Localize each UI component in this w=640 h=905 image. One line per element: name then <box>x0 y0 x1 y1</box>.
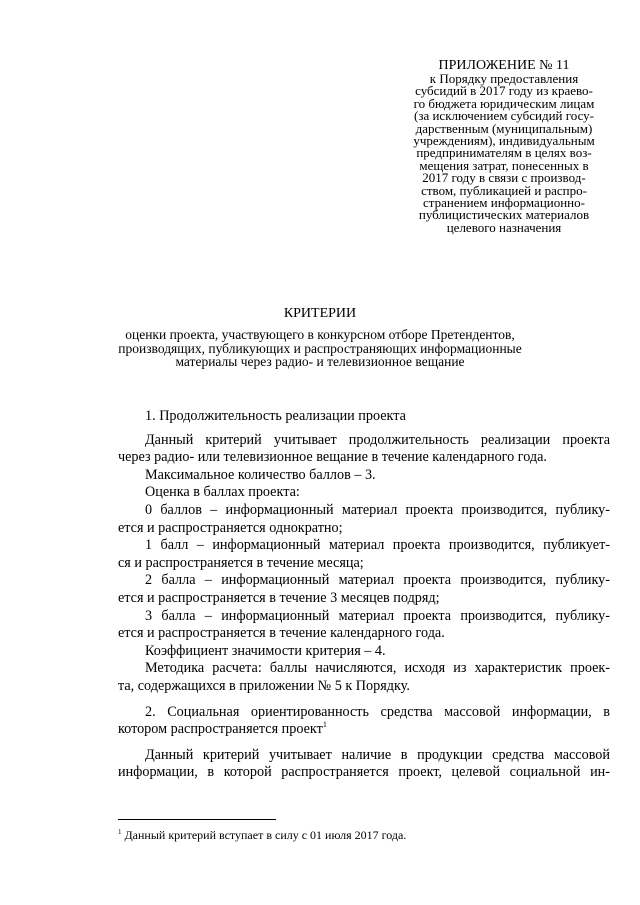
footnote-mark: 1 <box>118 828 122 836</box>
score-0-line: 0 баллов – информационный материал проекта производится, публику- <box>145 501 610 518</box>
annex-line: мещения затрат, понесенных в <box>419 157 589 173</box>
criterion-1-heading: 1. Продолжительность реализации проекта <box>145 408 406 424</box>
score-3-line: 3 балла – информационный материал проекта производится, публику- <box>145 607 610 624</box>
annex-line: странением информационно- <box>423 195 585 211</box>
annex-title: ПРИЛОЖЕНИЕ № 11 <box>438 58 570 73</box>
annex-line: 2017 году в связи с производ- <box>422 170 586 186</box>
score-2-line: ется и распространяется в течение 3 месяцев подряд; <box>118 589 440 606</box>
footnote-ref: 1 <box>322 720 327 730</box>
annex-line: ством, публикацией и распро- <box>421 182 587 198</box>
criterion-1-description-line: Данный критерий учитывает продолжительность реализации проекта <box>145 431 610 448</box>
footnote-divider <box>118 819 276 820</box>
max-points: Максимальное количество баллов – 3. <box>145 466 376 483</box>
annex-line: учреждениям), индивидуальным <box>413 133 595 149</box>
criterion-2-description-line: информации, в которой распространяется проект, целевой социальной ин- <box>118 764 610 781</box>
subtitle-line: материалы через радио- и телевизионное вещание <box>175 354 465 369</box>
annex-line: субсидий в 2017 году из краево- <box>415 83 593 99</box>
subtitle-line: оценки проекта, участвующего в конкурсном отборе Претендентов, <box>125 327 515 342</box>
annex-line: публицистических материалов <box>418 207 590 223</box>
annex-header <box>398 58 610 234</box>
annex-line: предпринимателям в целях воз- <box>416 145 592 161</box>
method-line: Методика расчета: баллы начисляются, исходя из характеристик проек- <box>145 660 610 677</box>
document-body <box>118 408 610 782</box>
annex-line: (за исключением субсидий госу- <box>413 108 594 124</box>
coefficient: Коэффициент значимости критерия – 4. <box>145 642 386 659</box>
footnote-text: Данный критерий вступает в силу с 01 июля 2017 года. <box>124 828 407 842</box>
document-title: КРИТЕРИИ <box>283 306 357 321</box>
criterion-2-description-line: Данный критерий учитывает наличие в продукции средства массовой <box>145 746 610 763</box>
document-subtitle <box>108 328 532 369</box>
score-3-line: ется и распространяется в течение календарного года. <box>118 625 445 642</box>
score-1-line: 1 балл – информационный материал проекта производится, публикует- <box>145 537 610 554</box>
annex-line: к Порядку предоставления <box>429 71 579 86</box>
score-2-line: 2 балла – информационный материал проекта производится, публику- <box>145 572 610 589</box>
criterion-1-description-line: через радио- или телевизионное вещание в течение календарного года. <box>118 449 547 466</box>
criterion-2-heading-line <box>118 721 610 739</box>
annex-line: дарственным (муниципальным) <box>415 120 593 136</box>
footnote <box>118 828 406 842</box>
annex-line: целевого назначения <box>446 219 562 235</box>
criterion-2-heading-line: 2. Социальная ориентированность средства массовой информации, в <box>145 703 610 720</box>
method-line: та, содержащихся в приложении № 5 к Порядку. <box>118 677 410 694</box>
score-0-line: ется и распространяется однократно; <box>118 519 343 536</box>
criterion-2-heading-text: котором распространяется проект <box>118 721 323 738</box>
score-1-line: ся и распространяется в течение месяца; <box>118 554 364 571</box>
annex-line: го бюджета юридическим лицам <box>413 95 595 111</box>
score-label: Оценка в баллах проекта: <box>145 484 300 501</box>
subtitle-line: производящих, публикующих и распространяющих информационные <box>118 340 522 356</box>
